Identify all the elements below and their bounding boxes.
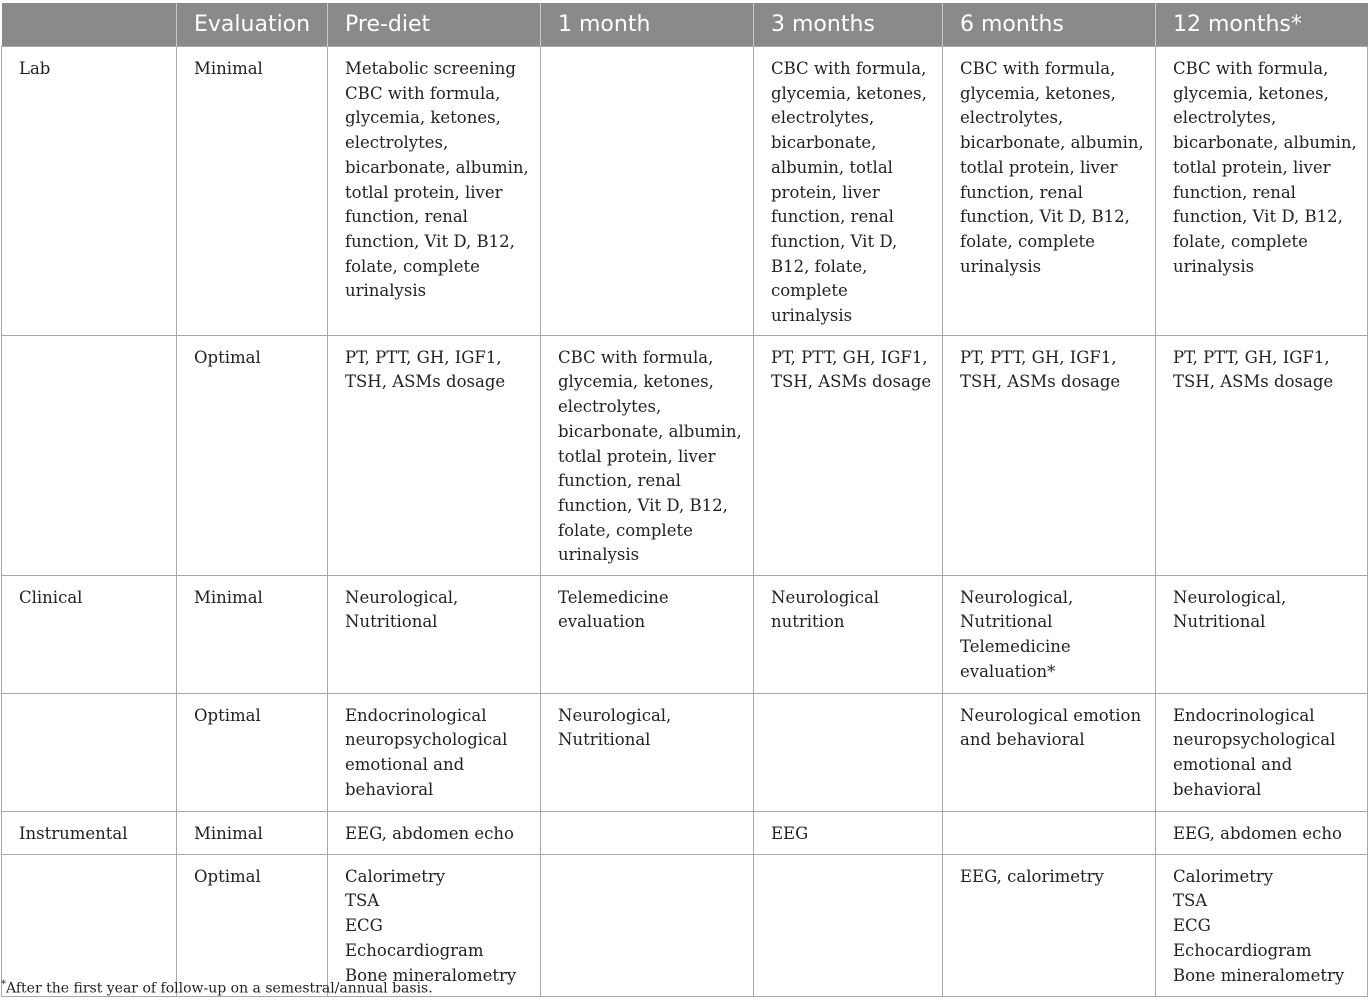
table-cell: Metabolic screening CBC with formula, glycemia, ketones, electrolytes, bicarbonate, albumin, totlal protein, liver function, renal function, Vit D, B12, folate, complete urinalysis (328, 47, 541, 336)
table-cell: EEG, calorimetry (943, 854, 1156, 996)
table-cell: Telemedicine evaluation (541, 575, 754, 693)
table-cell: EEG, abdomen echo (328, 811, 541, 854)
table-cell: Neurological nutrition (754, 575, 943, 693)
table-cell: CBC with formula, glycemia, ketones, electrolytes, bicarbonate, albumin, totlal protein, liver function, renal function, Vit D, B12, folate, complete urinalysis (1156, 47, 1368, 336)
header-pre-diet: Pre-diet (328, 3, 541, 47)
table-cell: Endocrinological neuropsychological emotional and behavioral (328, 693, 541, 811)
table-cell: PT, PTT, GH, IGF1, TSH, ASMs dosage (943, 335, 1156, 575)
table-cell: EEG, abdomen echo (1156, 811, 1368, 854)
evaluation-cell: Minimal (177, 811, 328, 854)
table-cell: CBC with formula, glycemia, ketones, electrolytes, bicarbonate, albumin, totlal protein, liver function, renal function, Vit D, B12, folate, complete urinalysis (754, 47, 943, 336)
table-footnote (1, 979, 433, 997)
evaluation-cell: Optimal (177, 335, 328, 575)
category-cell (2, 693, 177, 811)
table-row (2, 811, 1368, 854)
table-row (2, 693, 1368, 811)
table-row (2, 575, 1368, 693)
header-3-months: 3 months (754, 3, 943, 47)
header-6-months: 6 months (943, 3, 1156, 47)
table-cell (541, 811, 754, 854)
header-category (2, 3, 177, 47)
evaluation-cell: Minimal (177, 575, 328, 693)
evaluation-cell: Optimal (177, 693, 328, 811)
table-cell (754, 693, 943, 811)
table-cell: CBC with formula, glycemia, ketones, electrolytes, bicarbonate, albumin, totlal protein, liver function, renal function, Vit D, B12, folate, complete urinalysis (541, 335, 754, 575)
table-cell: Calorimetry TSA ECG Echocardiogram Bone mineralometry (1156, 854, 1368, 996)
table-cell (754, 854, 943, 996)
table-cell: EEG (754, 811, 943, 854)
header-evaluation: Evaluation (177, 3, 328, 47)
table-cell: Neurological, Nutritional Telemedicine evaluation* (943, 575, 1156, 693)
table-cell (541, 854, 754, 996)
table-cell: Neurological, Nutritional (541, 693, 754, 811)
table-cell: Neurological emotion and behavioral (943, 693, 1156, 811)
table-cell (943, 811, 1156, 854)
table-cell: PT, PTT, GH, IGF1, TSH, ASMs dosage (754, 335, 943, 575)
category-cell: Clinical (2, 575, 177, 693)
table-cell: Neurological, Nutritional (1156, 575, 1368, 693)
header-1-month: 1 month (541, 3, 754, 47)
table-cell: Neurological, Nutritional (328, 575, 541, 693)
footnote-marker: * (1, 979, 6, 990)
table-cell: Endocrinological neuropsychological emotional and behavioral (1156, 693, 1368, 811)
follow-up-table (1, 3, 1368, 997)
table-cell: PT, PTT, GH, IGF1, TSH, ASMs dosage (1156, 335, 1368, 575)
table-row (2, 854, 1368, 996)
header-row (2, 3, 1368, 47)
table-cell: PT, PTT, GH, IGF1, TSH, ASMs dosage (328, 335, 541, 575)
category-cell: Lab (2, 47, 177, 336)
table-row (2, 335, 1368, 575)
category-cell (2, 335, 177, 575)
evaluation-cell: Optimal (177, 854, 328, 996)
footnote-text: After the first year of follow-up on a semestral/annual basis. (6, 980, 433, 997)
evaluation-cell: Minimal (177, 47, 328, 336)
category-cell: Instrumental (2, 811, 177, 854)
header-12-months: 12 months* (1156, 3, 1368, 47)
table-cell: Calorimetry TSA ECG Echocardiogram Bone mineralometry (328, 854, 541, 996)
table-cell (541, 47, 754, 336)
table-cell: CBC with formula, glycemia, ketones, electrolytes, bicarbonate, albumin, totlal protein, liver function, renal function, Vit D, B12, folate, complete urinalysis (943, 47, 1156, 336)
table-row (2, 47, 1368, 336)
category-cell (2, 854, 177, 996)
